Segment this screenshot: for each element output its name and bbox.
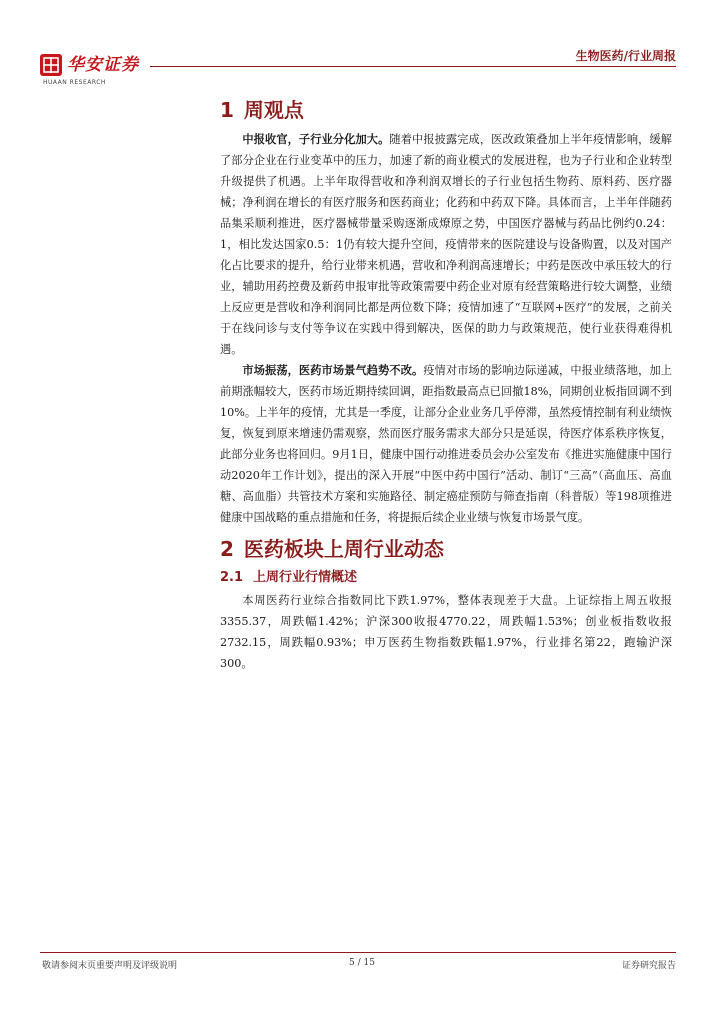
logo-text-cn: 华安证券 xyxy=(67,55,139,75)
footer-disclaimer: 敬请参阅末页重要声明及评级说明 xyxy=(42,961,178,971)
section-1-title: 周观点 xyxy=(243,98,304,122)
subsection-2-1-heading xyxy=(220,566,672,590)
header-divider xyxy=(150,66,676,67)
company-logo xyxy=(40,54,140,90)
paragraph-market-outlook xyxy=(220,360,672,528)
subsection-number: 2.1 xyxy=(220,570,244,585)
main-content xyxy=(220,90,672,674)
section-2-number: 2 xyxy=(220,537,234,561)
logo-seal-icon xyxy=(40,54,62,76)
footer-divider xyxy=(40,952,676,953)
logo-text-en: HUAAN RESEARCH xyxy=(43,79,106,86)
section-1-heading xyxy=(220,93,672,127)
subsection-title: 上周行业行情概述 xyxy=(253,570,358,585)
paragraph-weekly-market: 本周医药行业综合指数同比下跌1.97%，整体表现差于大盘。上证综指上周五收报3355.37，周跌幅1.42%；沪深300收报4770.22，周跌幅1.53%；创业板指数收报2732.15，周跌幅0.93%；申万医药生物指数跌幅1.97%，行业排名第22，跑输沪深300。 xyxy=(220,594,672,670)
paragraph-lead: 市场振荡，医药市场景气趋势不改。 xyxy=(242,363,424,377)
page-number: 5 / 15 xyxy=(349,958,375,968)
report-category-title: 生物医药/行业周报 xyxy=(575,49,676,63)
paragraph-lead: 中报收官，子行业分化加大。 xyxy=(242,132,390,146)
section-2-heading xyxy=(220,532,672,566)
section-2-title: 医药板块上周行业动态 xyxy=(243,537,444,561)
paragraph-mid-year-reports xyxy=(220,129,672,360)
paragraph-body: 随着中报披露完成，医改政策叠加上半年疫情影响，缓解了部分企业在行业变革中的压力，加速了新的商业模式的发展进程，也为子行业和企业转型升级提供了机遇。上半年取得营收和净利润双增长的子行业包括生物药、原料药、医疗器械；净利润在增长的有医疗服务和医药商业；化药和中药双下降。具体而言，上半年伴随药品集采顺利推进，医疗器械带量采购逐渐成燎原之势，中国医疗器械与药品比例约0.24：1，相比发达国家0.5：1仍有较大提升空间，疫情带来的医院建设与设备购置，以及对国产化占比要求的提升，给行业带来机遇，营收和净利润高速增长；中药是医改中承压较大的行业，辅助用药控费及新药申报审批等政策需要中药企业对原有经营策略进行较大调整，业绩上反应更是营收和净利润同比都是两位数下降；疫情加速了“互联网+医疗”的发展，之前关于在线问诊与支付等争议在实践中得到解决，医保的助力与政策规范，使行业获得难得机遇。 xyxy=(220,133,672,356)
section-1-number: 1 xyxy=(220,98,234,122)
footer-report-type: 证券研究报告 xyxy=(621,961,676,971)
paragraph-body: 疫情对市场的影响边际递减，中报业绩落地，加上前期涨幅较大，医药市场近期持续回调，距指数最高点已回撤18%，同期创业板指回调不到10%。上半年的疫情，尤其是一季度，让部分企业业务几乎停滞，虽然疫情控制有利业绩恢复，恢复到原来增速仍需观察，然而医疗服务需求大部分只是延误，待医疗体系秩序恢复，此部分业务也将回归。9月1日，健康中国行动推进委员会办公室发布《推进实施健康中国行动2020年工作计划》，提出的深入开展“中医中药中国行”活动、制订“三高”（高血压、高血糖、高血脂）共管技术方案和实施路径、制定癌症预防与筛查指南（科普版）等198项推进健康中国战略的重点措施和任务，将提振后续企业业绩与恢复市场景气度。 xyxy=(220,364,672,524)
